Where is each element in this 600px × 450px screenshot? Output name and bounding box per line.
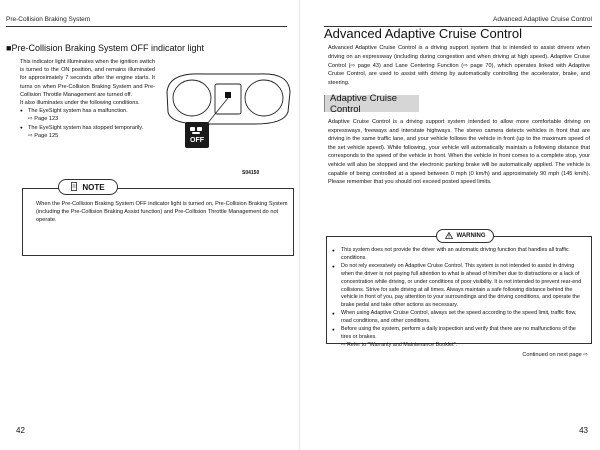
left-gauge — [173, 80, 211, 116]
warning-reference[interactable]: ⇨ Refer to "Warranty and Maintenance Booklet". — [341, 341, 458, 348]
warning-item: ● Do not rely excessively on Adaptive Cruise Control. This system is not intended to assist in driving when the driver is not paying full attention to what is ahead of him/her due to distractions or a lack of concentration while driving, or under conditions of poor visibility. It is not intended to prevent rear-end collisions. Strive for safe driving at all times. Always maintain a safe following distance behind the vehicle in front of you, pay attention to your surroundings and the driving conditions, and operate the brake pedal and take other actions as necessary. — [332, 263, 586, 310]
description-paragraph: This indicator light illuminates when the ignition switch is turned to the ON position, and remains illuminated for approximately 7 seconds after the engine starts. It turns on when Pre-Collision Braking System and Pre-Collision Throttle Management are turned off. — [20, 59, 155, 98]
indicator-location — [225, 92, 231, 98]
warning-label: WARNING — [456, 233, 486, 239]
warning-item: ● Before using the system, perform a daily inspection and verify that there are no malfunctions of the tires or brakes. — [332, 326, 586, 342]
section-title-text: Pre-Collision Braking System OFF indicator light — [11, 43, 205, 53]
running-header-right: Advanced Adaptive Cruise Control — [492, 16, 592, 23]
section-marker: ■ — [6, 43, 12, 53]
right-page — [300, 0, 600, 450]
section-body — [20, 58, 155, 140]
note-icon — [71, 182, 77, 193]
also-text: It also illuminates under the following conditions. — [20, 100, 140, 107]
intro-paragraph: Advanced Adaptive Cruise Control is a driving support system that is intended to assist drivers when driving on an expressway (including during congestion and when driving at high speed). Adaptive Cruise Control (⇨ page 43) and Lane Centering Function (⇨ page 70), which operates linked with Adaptive Cruise Control, are used to assist with driving by automatically controlling the accelerator, brake, and steering. — [328, 45, 590, 87]
running-header-left: Pre-Collision Braking System — [6, 16, 91, 23]
header-rule-left — [6, 26, 287, 27]
instrument-cluster-figure — [163, 68, 293, 170]
continued-next-page[interactable]: Continued on next page ⇨ — [522, 352, 588, 358]
subsection-title: Adaptive Cruise Control — [324, 95, 419, 112]
warning-item: ● When using Adaptive Cruise Control, always set the speed according to the speed limit, traffic flow, road conditions, and other conditions. — [332, 310, 586, 326]
figure-label: S04150 — [242, 170, 260, 176]
indicator-off-text: OFF — [190, 137, 204, 144]
page-reference[interactable]: ⇨ Page 123 — [28, 116, 59, 123]
warning-triangle-icon — [445, 232, 453, 241]
condition-item: ● The EyeSight system has stopped temporarily. — [20, 124, 155, 132]
subsection-body: Adaptive Cruise Control is a driving support system intended to allow more comfortable driving on expressways, freeways and interstate highways. The stereo camera detects vehicles in front that are driving in the same traffic lane, and your vehicle follows the vehicle in front (up to the maximum speed of the set vehicle speed). While following, your vehicle will automatically maintain a following distance that corresponds to the speed of the vehicle in front. When the vehicle in front comes to a complete stop, your vehicle will also be stopped and the electronic parking brake will be automatically applied. The vehicle is capable of being controlled at a speed between 0 mph (0 km/h) and approximately 90 mph (145 km/h). Please remember that you should not exceed posted speed limits. — [328, 119, 590, 186]
chapter-title: Advanced Adaptive Cruise Control — [324, 26, 523, 41]
section-title — [6, 43, 204, 53]
right-gauge — [245, 80, 283, 116]
note-text: When the Pre-Collision Braking System OFF indicator light is turned on, Pre-Collision Braking System (including the Pre-Collision Braking Assist function) and Pre-Collision Throttle Management do not operate. — [36, 201, 288, 224]
indicator-light-callout — [185, 122, 209, 148]
warning-tag — [436, 229, 494, 243]
page-number-left: 42 — [16, 426, 25, 435]
conditions-list — [20, 107, 155, 140]
note-label: NOTE — [82, 182, 105, 192]
condition-item: ● The EyeSight system has a malfunction. — [20, 107, 155, 115]
note-tag — [58, 179, 118, 195]
warning-list — [332, 247, 586, 350]
page-reference[interactable]: ⇨ Page 125 — [28, 132, 59, 139]
warning-item: ● This system does not provide the driver with an automatic driving function that handles all traffic conditions. — [332, 247, 586, 263]
page-number-right: 43 — [579, 426, 588, 435]
